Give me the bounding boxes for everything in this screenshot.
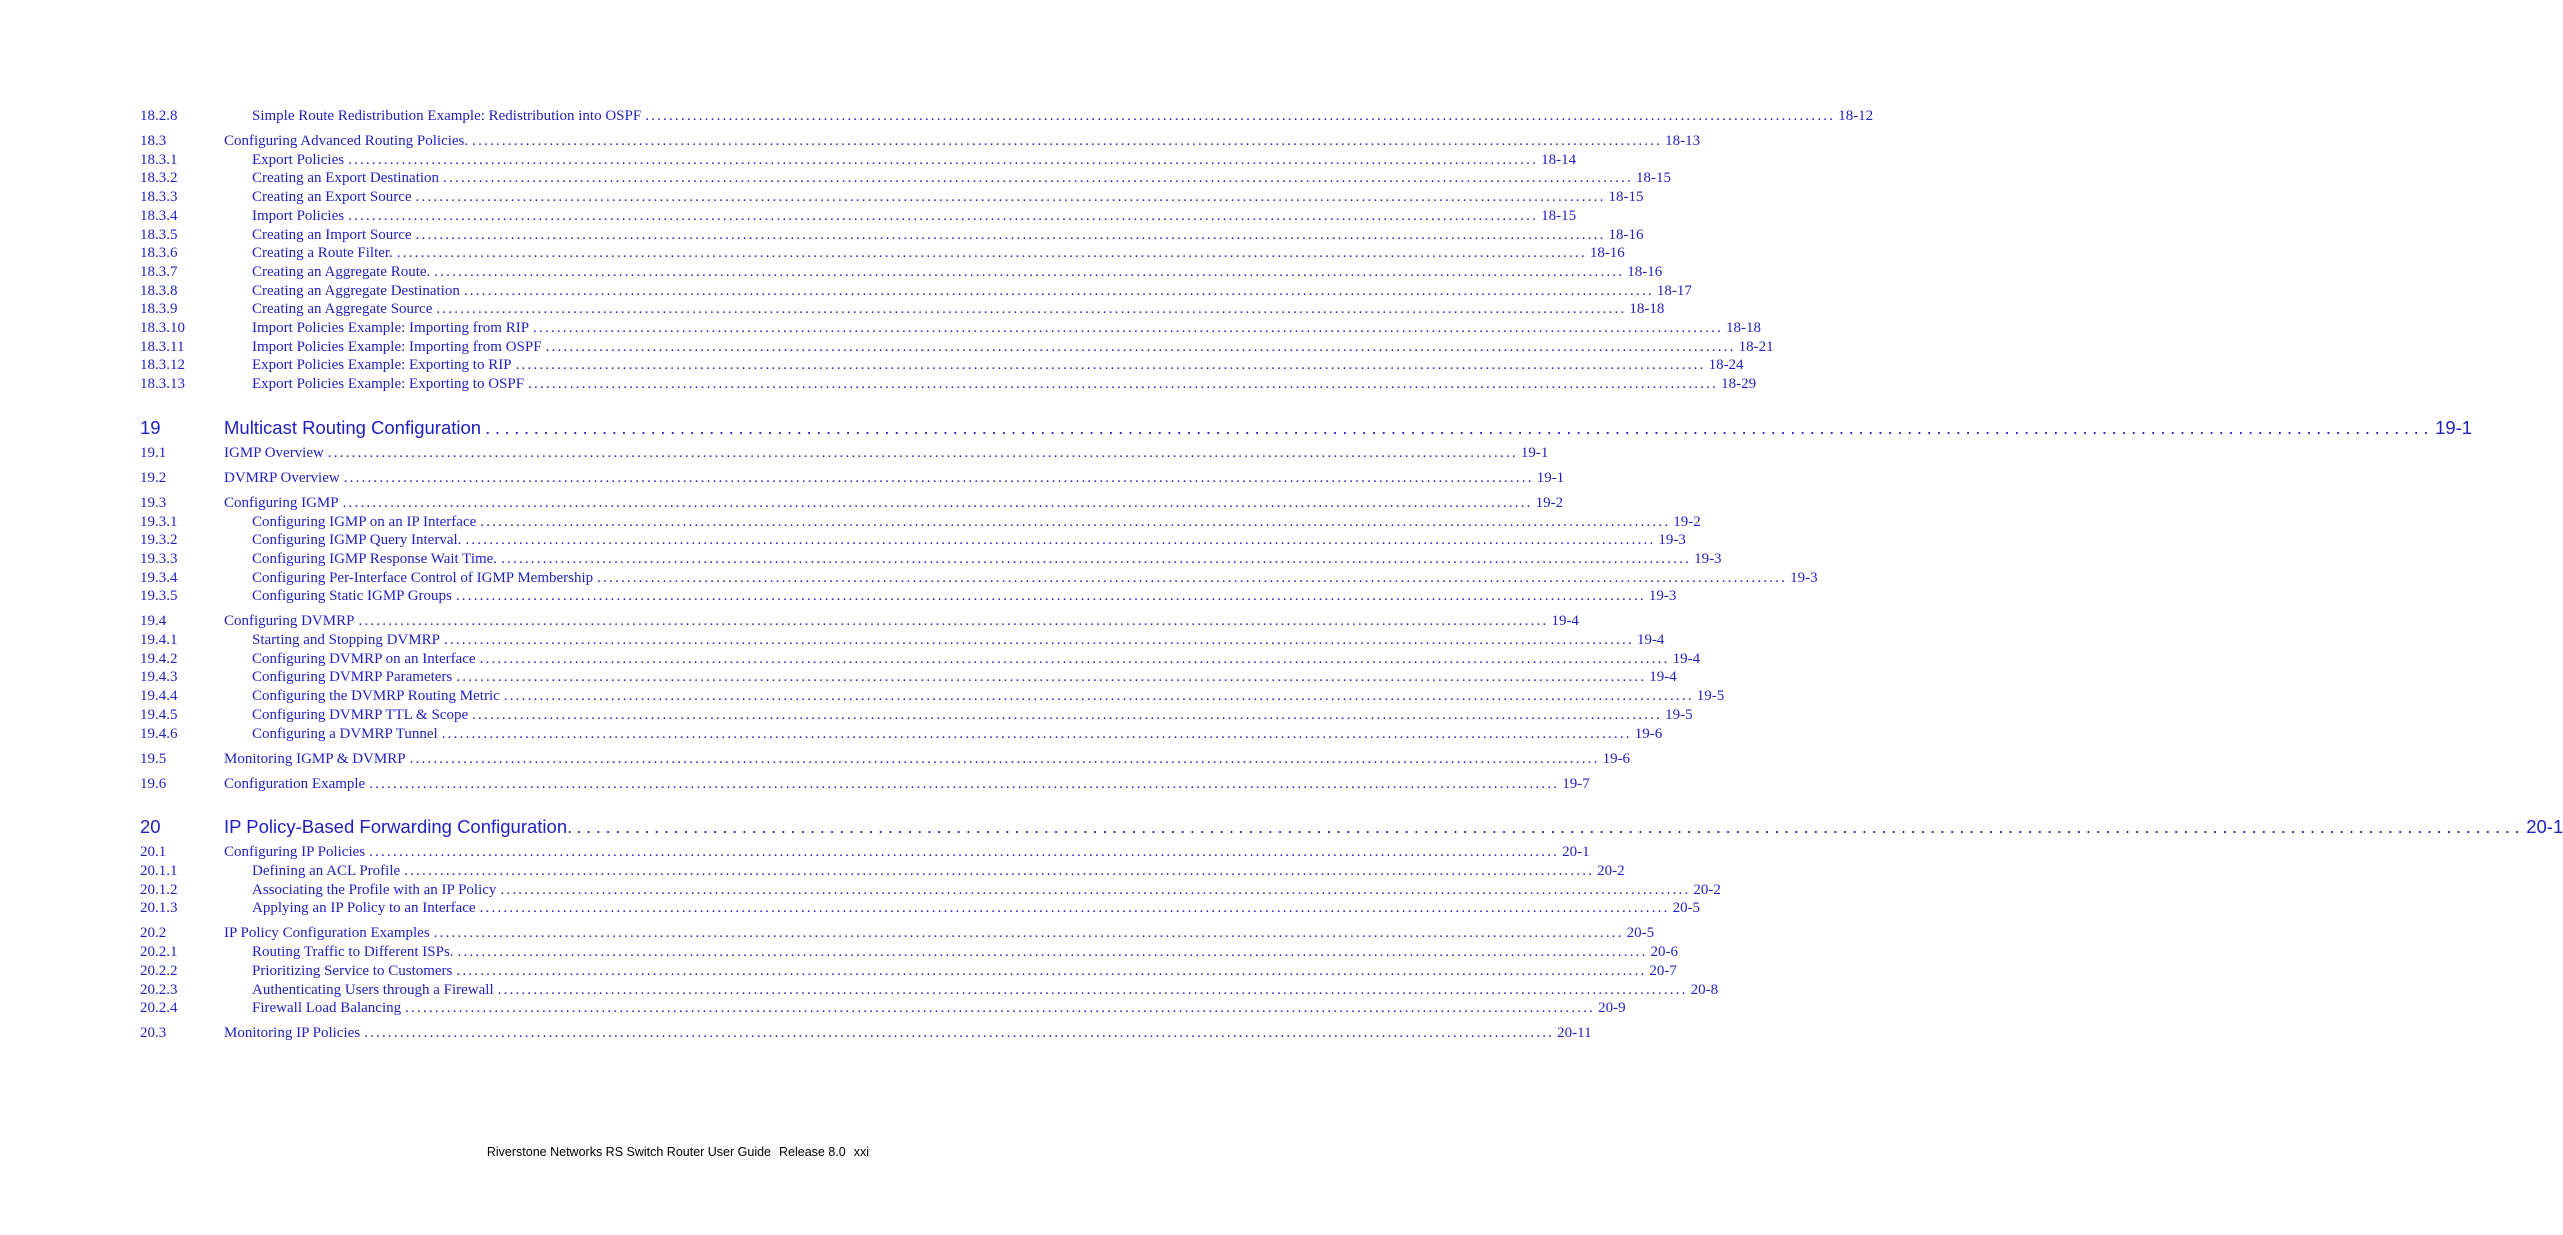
page-number: 19-3 [1790,569,1818,586]
dot-leader: ........................................................................................................................................................................................................ [409,750,1600,767]
page-number: 20-11 [1557,1025,1592,1042]
toc-entry-18-3-5[interactable] [140,226,1644,245]
dot-leader: ........................................................................................................................................................................................................ [645,108,1836,124]
toc-entry-19-4-2[interactable] [140,650,1701,669]
toc-entry-18-3-8[interactable] [140,282,1692,301]
chapter-number: 19 [140,416,161,438]
page-number: 18-13 [1665,133,1701,149]
section-title: Configuring Static IGMP Groups [252,588,452,605]
section-number: 19.1 [140,444,167,461]
section-title: Configuring IGMP on an IP Interface [252,513,477,530]
section-number: 18.3.13 [140,376,185,393]
page-number: 18-24 [1708,357,1744,374]
section-title: Configuring IP Policies [224,844,366,861]
toc-entry-18-3-4[interactable] [140,207,1577,226]
section-title: Starting and Stopping DVMRP [252,632,440,649]
toc-entry-20-1-2[interactable] [140,881,1721,900]
dot-leader: ........................................................................................................................................................................................................ [455,588,1646,605]
section-number: 20.3 [140,1025,167,1042]
dot-leader: ........................................................................................................................................................................................................ [479,900,1670,917]
page-number: 18-16 [1627,263,1663,280]
dot-leader: ........................................................................................................................................................................................................ [358,613,1549,630]
section-number: 20.1 [140,844,167,861]
page-number: 19-1 [2435,416,2473,438]
section-number: 19.3.2 [140,532,178,549]
section-title: Creating an Aggregate Source [252,301,433,318]
dot-leader: ........................................................................................................................................................................................................ [472,706,1663,723]
section-number: 19.4.4 [140,688,178,705]
chapter-title: Multicast Routing Configuration [224,416,482,438]
toc-entry-19-4[interactable] [140,612,1579,631]
section-number: 20.1.3 [140,900,178,917]
dot-leader: ........................................................................................................................................................................................................ [456,962,1647,979]
toc-entry-20-2-1[interactable] [140,943,1679,962]
toc-entry-19-3[interactable] [140,494,1564,513]
toc-entry-19-5[interactable] [140,750,1631,769]
toc-entry-18-3-7[interactable] [140,263,1663,282]
section-number: 19.4.3 [140,669,178,686]
page-number: 19-2 [1673,513,1701,530]
section-number: 19.3.3 [140,550,178,567]
page-number: 19-4 [1551,613,1579,630]
section-title: Configuring DVMRP TTL & Scope [252,706,469,723]
section-number: 19.6 [140,775,167,792]
section-title: Creating an Export Source [252,189,412,206]
footer-guide-title: Riverstone Networks RS Switch Router User Guide [486,1145,771,1159]
toc-entry-20-3[interactable] [140,1024,1592,1043]
page-number: 19-2 [1535,494,1564,511]
page-number: 19-3 [1658,532,1686,549]
page-number: 18-16 [1589,245,1625,262]
dot-leader: ........................................................................................................................................................................................................ [436,301,1627,318]
chapter-title: IP Policy-Based Forwarding Configuration. [224,816,573,838]
dot-leader: ........................................................................................................................................................................................................ [405,1000,1596,1017]
toc-entry-19-3-3[interactable] [140,550,1722,569]
section-title: Firewall Load Balancing [252,1000,402,1017]
dot-leader: ........................................................................................................................................................................................................ [443,632,1634,649]
section-number: 18.3.5 [140,226,178,243]
section-title: DVMRP Overview [224,469,340,486]
dot-leader: ........................................................................................................................................................................................................ [500,881,1691,898]
section-title: Import Policies Example: Importing from OSPF [252,338,542,355]
toc-entry-18-3-10[interactable] [140,319,1762,338]
dot-leader: ........................................................................................................................................................................................................ [342,494,1533,511]
dot-leader: ........................................................................................................................................................................................................ [443,170,1634,187]
toc-entry-19-4-1[interactable] [140,631,1665,650]
dot-leader: ........................................................................................................................................................................................................ [348,151,1539,168]
dot-leader: ........................................................................................................................................................................................................ [404,862,1595,879]
section-title: Authenticating Users through a Firewall [252,981,494,998]
section-number: 18.3.1 [140,151,178,168]
section-title: Import Policies [252,207,345,224]
toc-entry-18-3-1[interactable] [140,151,1577,170]
section-number: 19.5 [140,750,167,767]
section-number: 18.3.9 [140,301,178,318]
footer-release: Release 8.0 [779,1145,846,1159]
toc-entry-18-3-12[interactable] [140,356,1744,375]
section-number: 20.2.3 [140,981,178,998]
table-of-contents [140,107,2563,1043]
section-number: 18.3 [140,133,167,149]
section-title: Configuring Per-Interface Control of IGMP Membership [252,569,594,586]
section-title: IGMP Overview [224,444,324,461]
dot-leader: ........................................................................................................................................................................................................ [515,357,1706,374]
page-number: 19-1 [1536,469,1565,486]
section-title: Monitoring IP Policies [224,1025,361,1042]
page-number: 19-5 [1696,688,1725,705]
toc-entry-18-3-3[interactable] [140,188,1644,207]
toc-entry-19-4-4[interactable] [140,687,1725,706]
section-number: 18.3.2 [140,170,178,187]
page-number: 19-6 [1634,725,1663,742]
toc-entry-20-2[interactable] [140,924,1655,943]
toc-entry-19-4-6[interactable] [140,725,1663,744]
page-number: 18-12 [1838,108,1874,124]
section-title: IP Policy Configuration Examples [224,925,430,942]
toc-entry-19-3-2[interactable] [140,531,1686,550]
section-number: 19.3 [140,494,167,511]
toc-entry-20-2-3[interactable] [140,981,1719,1000]
section-number: 19.3.5 [140,588,178,605]
dot-leader: ........................................................................................................................................................................................................ [503,688,1694,705]
dot-leader: ........................................................................................................................................................................................................ [434,263,1625,280]
dot-leader: ........................................................................................................................................................................................................ [457,944,1648,961]
page-number: 19-3 [1648,588,1677,605]
dot-leader: ........................................................................................................................................................................................................ [479,650,1670,667]
dot-leader: ........................................................................................................................................................................................................ [497,981,1688,998]
section-title: Import Policies Example: Importing from RIP [252,320,530,337]
page-number: 18-14 [1541,151,1577,168]
toc-entry-18-3-2[interactable] [140,169,1672,188]
section-number: 18.3.8 [140,282,178,299]
page-number: 20-2 [1597,862,1625,879]
toc-entry-18-3-13[interactable] [140,375,1757,394]
section-title: Routing Traffic to Different ISPs. [252,944,454,961]
section-title: Export Policies Example: Exporting to RIP [252,357,512,374]
page-number: 20-1 [1562,844,1590,861]
section-number: 19.4.6 [140,725,178,742]
toc-chapter-19[interactable] [140,416,2473,439]
toc-entry-19-3-4[interactable] [140,569,1818,588]
dot-leader: ........................................................................................................................................................................................................ [415,189,1606,206]
page-number: 20-2 [1693,881,1721,898]
dot-leader: ........................................................................................................................................................................................................ [415,226,1606,243]
section-number: 20.2.2 [140,962,178,979]
section-title: Prioritizing Service to Customers [252,962,453,979]
page-number: 19-4 [1649,669,1677,686]
toc-entry-20-2-2[interactable] [140,962,1677,981]
dot-leader: ........................................................................................................................................................................................................ [433,925,1624,942]
toc-entry-18-3[interactable] [140,132,1701,151]
dot-leader: ........................................................................................................................................................................................................ [576,816,2525,838]
page-number: 19-1 [1520,444,1549,461]
page-number: 18-16 [1608,226,1644,243]
page-footer [479,1145,869,1159]
dot-leader: ........................................................................................................................................................................................................ [465,532,1656,549]
page-number: 18-18 [1629,301,1665,318]
toc-entry-19-6[interactable] [140,775,1590,794]
section-title: Export Policies [252,151,345,168]
dot-leader: ........................................................................................................................................................................................................ [441,725,1632,742]
section-title: Configuring Advanced Routing Policies. [224,133,469,149]
dot-leader: ........................................................................................................................................................................................................ [456,669,1647,686]
section-number: 18.3.12 [140,357,185,374]
dot-leader: ........................................................................................................................................................................................................ [528,376,1719,393]
toc-entry-19-2[interactable] [140,469,1565,488]
toc-entry-19-3-5[interactable] [140,587,1677,606]
section-title: Configuring DVMRP on an Interface [252,650,476,667]
toc-entry-20-1-1[interactable] [140,862,1625,881]
page-number: 20-7 [1649,962,1677,979]
page-number: 19-7 [1562,775,1590,792]
page-number: 20-8 [1690,981,1719,998]
dot-leader: ........................................................................................................................................................................................................ [369,775,1560,792]
toc-entry-18-3-11[interactable] [140,338,1774,357]
section-title: Configuring a DVMRP Tunnel [252,725,438,742]
section-number: 19.4.5 [140,706,178,723]
section-number: 19.3.4 [140,569,178,586]
dot-leader: ........................................................................................................................................................................................................ [327,444,1518,461]
dot-leader: ........................................................................................................................................................................................................ [364,1025,1555,1042]
toc-chapter-20[interactable] [140,816,2563,838]
dot-leader: ........................................................................................................................................................................................................ [597,569,1788,586]
section-number: 20.1.1 [140,862,178,879]
section-number: 18.3.10 [140,320,185,337]
page-number: 18-15 [1541,207,1577,224]
section-number: 18.2.8 [140,108,178,124]
section-number: 20.1.2 [140,881,178,898]
dot-leader: ........................................................................................................................................................................................................ [485,416,2434,438]
section-number: 19.4.2 [140,650,178,667]
section-number: 19.4 [140,613,167,630]
section-title: Monitoring IGMP & DVMRP [224,750,406,767]
section-title: Configuring DVMRP Parameters [252,669,453,686]
page-number: 18-18 [1726,320,1762,337]
page-number: 18-21 [1738,338,1774,355]
page-number: 20-1 [2526,816,2563,838]
page-number: 19-4 [1636,632,1665,649]
section-number: 19.3.1 [140,513,178,530]
section-title: Creating an Import Source [252,226,412,243]
section-title: Associating the Profile with an IP Policy [252,881,497,898]
section-number: 18.3.7 [140,263,178,280]
toc-entry-18-3-6[interactable] [140,244,1625,263]
page-number: 19-6 [1602,750,1631,767]
section-number: 18.3.4 [140,207,178,224]
page-number: 19-4 [1672,650,1701,667]
section-title: Configuring IGMP [224,494,339,511]
toc-entry-20-2-4[interactable] [140,999,1626,1018]
section-title: Simple Route Redistribution Example: Redistribution into OSPF [252,108,642,124]
toc-entry-19-1[interactable] [140,444,1549,463]
dot-leader: ........................................................................................................................................................................................................ [501,550,1692,567]
toc-entry-18-2-8[interactable] [140,107,1874,126]
section-title: Defining an ACL Profile [252,862,401,879]
dot-leader: ........................................................................................................................................................................................................ [480,513,1671,530]
page-number: 18-17 [1656,282,1692,299]
page-number: 20-5 [1626,925,1655,942]
section-title: Configuring IGMP Response Wait Time. [252,550,498,567]
section-number: 20.2.4 [140,1000,178,1017]
section-number: 20.2.1 [140,944,178,961]
section-title: Creating a Route Filter. [252,245,393,262]
section-title: Configuration Example [224,775,366,792]
section-title: Configuring DVMRP [224,613,355,630]
page-number: 19-5 [1665,706,1693,723]
section-title: Creating an Aggregate Route. [252,263,431,280]
page-number: 20-5 [1672,900,1701,917]
dot-leader: ........................................................................................................................................................................................................ [396,245,1587,262]
dot-leader: ........................................................................................................................................................................................................ [472,133,1663,149]
footer-page-number: xxi [853,1145,869,1159]
section-number: 18.3.6 [140,245,178,262]
dot-leader: ........................................................................................................................................................................................................ [545,338,1736,355]
toc-entry-20-1-3[interactable] [140,899,1701,918]
chapter-number: 20 [140,816,161,838]
section-number: 19.4.1 [140,632,178,649]
dot-leader: ........................................................................................................................................................................................................ [533,320,1724,337]
toc-entry-20-1[interactable] [140,843,1590,862]
section-number: 20.2 [140,925,167,942]
section-number: 19.2 [140,469,167,486]
page-number: 18-15 [1636,170,1672,187]
section-number: 18.3.3 [140,189,178,206]
section-title: Creating an Aggregate Destination [252,282,460,299]
section-number: 18.3.11 [140,338,185,355]
page-number: 20-6 [1650,944,1679,961]
section-title: Configuring the DVMRP Routing Metric [252,688,500,705]
toc-entry-19-3-1[interactable] [140,513,1701,532]
dot-leader: ........................................................................................................................................................................................................ [348,207,1539,224]
section-title: Export Policies Example: Exporting to OSPF [252,376,525,393]
section-title: Creating an Export Destination [252,170,440,187]
page-number: 20-9 [1598,1000,1626,1017]
dot-leader: ........................................................................................................................................................................................................ [343,469,1534,486]
page-number: 18-15 [1608,189,1644,206]
page-number: 19-3 [1694,550,1722,567]
toc-entry-19-4-5[interactable] [140,706,1693,725]
toc-entry-18-3-9[interactable] [140,300,1665,319]
section-title: Applying an IP Policy to an Interface [252,900,476,917]
dot-leader: ........................................................................................................................................................................................................ [369,844,1560,861]
toc-entry-19-4-3[interactable] [140,668,1677,687]
dot-leader: ........................................................................................................................................................................................................ [463,282,1654,299]
page-number: 18-29 [1721,376,1757,393]
section-title: Configuring IGMP Query Interval. [252,532,462,549]
